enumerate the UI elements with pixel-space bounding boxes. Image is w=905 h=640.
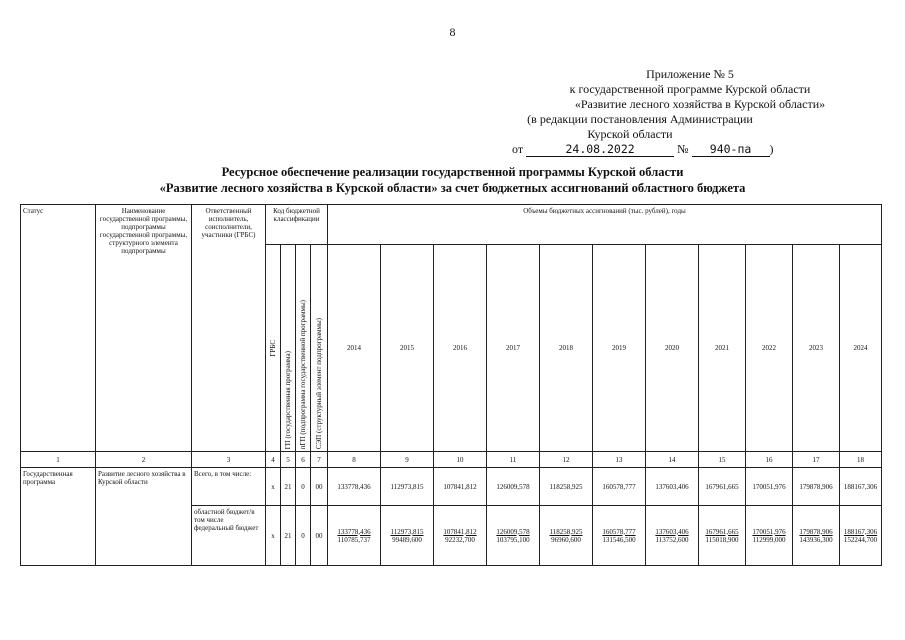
row-value-pair — [381, 506, 434, 566]
header-pgp — [296, 245, 311, 452]
row-value-pair — [840, 506, 882, 566]
header-year: 2017 — [487, 245, 540, 452]
column-number: 15 — [699, 452, 746, 468]
value-top: 137603,406 — [655, 527, 689, 536]
header-gp — [281, 245, 296, 452]
appendix-line-3: «Развитие лесного хозяйства в Курской области» — [574, 97, 826, 111]
table-row — [21, 468, 882, 506]
header-year: 2018 — [540, 245, 593, 452]
header-grbs-text: ГРБС — [269, 339, 277, 357]
value-top: 133778,436 — [337, 527, 371, 536]
column-number: 2 — [96, 452, 192, 468]
row-value-pair — [328, 506, 381, 566]
number-label: № — [677, 142, 689, 156]
row-value-pair — [746, 506, 793, 566]
row-name: Развитие лесного хозяйства в Курской области — [96, 468, 192, 566]
row-value: 188167,306 — [840, 468, 882, 506]
header-se — [311, 245, 328, 452]
row-gp: 21 — [281, 506, 296, 566]
value-bottom: 99489,600 — [392, 535, 422, 544]
header-year: 2023 — [793, 245, 840, 452]
row-value: 137603,406 — [646, 468, 699, 506]
row-value: 167961,665 — [699, 468, 746, 506]
row-value-pair — [699, 506, 746, 566]
column-number: 1 — [21, 452, 96, 468]
row-value: 170051,976 — [746, 468, 793, 506]
row-value-pair — [593, 506, 646, 566]
column-number: 3 — [192, 452, 266, 468]
header-grbs — [266, 245, 281, 452]
header-year: 2024 — [840, 245, 882, 452]
value-top: 118258,925 — [549, 527, 583, 536]
value-bottom: 115018,900 — [705, 535, 739, 544]
column-number: 13 — [593, 452, 646, 468]
value-top: 112973,815 — [390, 527, 424, 536]
appendix-line-1: Приложение № 5 — [646, 67, 734, 81]
resource-table — [20, 204, 882, 566]
row-responsible: Всего, в том числе: — [192, 468, 266, 506]
value-bottom: 103795,100 — [496, 535, 530, 544]
row-value: 126009,578 — [487, 468, 540, 506]
header-year: 2019 — [593, 245, 646, 452]
value-top: 107841,812 — [443, 527, 477, 536]
header-se-text: СЭП (структурный элемент подпрограммы) — [315, 317, 323, 449]
title-line-2: «Развитие лесного хозяйства в Курской области» за счет бюджетных ассигнований областного бюджета — [159, 181, 746, 195]
column-number: 14 — [646, 452, 699, 468]
row-value: 112973,815 — [381, 468, 434, 506]
value-bottom: 131546,500 — [602, 535, 636, 544]
row-se: 00 — [311, 468, 328, 506]
header-year: 2015 — [381, 245, 434, 452]
value-bottom: 143936,300 — [799, 535, 833, 544]
column-number: 17 — [793, 452, 840, 468]
value-top: 160578,777 — [602, 527, 636, 536]
column-number: 6 — [296, 452, 311, 468]
value-bottom: 96960,600 — [551, 535, 581, 544]
row-value: 118258,925 — [540, 468, 593, 506]
header-gp-text: ГП (государственная программа) — [284, 350, 292, 449]
row-value: 160578,777 — [593, 468, 646, 506]
row-value-pair — [487, 506, 540, 566]
header-name: Наименование государственной программы, подпрограммы государственной программы, структурного элемента подпрограммы — [96, 205, 192, 452]
column-number: 9 — [381, 452, 434, 468]
appendix-date: 24.08.2022 — [526, 143, 674, 157]
appendix-line-4: (в редакции постановления Администрации — [527, 112, 753, 126]
header-status: Статус — [21, 205, 96, 452]
column-number: 7 — [311, 452, 328, 468]
column-number: 18 — [840, 452, 882, 468]
row-se: 00 — [311, 506, 328, 566]
header-year: 2016 — [434, 245, 487, 452]
row-responsible: областной бюджет/в том числе федеральный бюджет — [192, 506, 266, 566]
value-top: 167961,665 — [705, 527, 739, 536]
appendix-number: 940-па — [692, 143, 770, 157]
page-number: 8 — [449, 25, 456, 39]
header-year: 2022 — [746, 245, 793, 452]
header-responsible: Ответственный исполнитель, соисполнители, участники (ГРБС) — [192, 205, 266, 452]
header-budget-code: Код бюджетной классификации — [266, 205, 328, 245]
value-top: 170051,976 — [752, 527, 786, 536]
header-year: 2014 — [328, 245, 381, 452]
appendix-line-2: к государственной программе Курской области — [569, 82, 811, 96]
header-year: 2020 — [646, 245, 699, 452]
row-grbs: х — [266, 506, 281, 566]
value-bottom: 112999,000 — [752, 535, 786, 544]
column-number: 8 — [328, 452, 381, 468]
column-number: 11 — [487, 452, 540, 468]
row-value: 107841,812 — [434, 468, 487, 506]
value-bottom: 92232,700 — [445, 535, 475, 544]
header-volumes: Объемы бюджетных ассигнований (тыс. рублей), годы — [328, 205, 882, 245]
from-label: от — [512, 142, 524, 156]
row-value-pair — [646, 506, 699, 566]
row-pgp: 0 — [296, 506, 311, 566]
row-gp: 21 — [281, 468, 296, 506]
column-number: 16 — [746, 452, 793, 468]
appendix-line-5: Курской области — [587, 127, 673, 141]
value-top: 126009,578 — [496, 527, 530, 536]
title-line-1: Ресурсное обеспечение реализации государственной программы Курской области — [221, 165, 684, 179]
column-number: 12 — [540, 452, 593, 468]
appendix-date-line — [512, 142, 774, 157]
header-pgp-text: пГП (подпрограмма государственной программы) — [299, 299, 307, 449]
row-status: Государственная программа — [21, 468, 96, 566]
row-grbs: х — [266, 468, 281, 506]
value-top: 179878,906 — [799, 527, 833, 536]
row-pgp: 0 — [296, 468, 311, 506]
row-value: 179878,906 — [793, 468, 840, 506]
column-number: 5 — [281, 452, 296, 468]
value-bottom: 110785,737 — [337, 535, 371, 544]
row-value-pair — [793, 506, 840, 566]
header-year: 2021 — [699, 245, 746, 452]
row-value-pair — [540, 506, 593, 566]
close-paren: ) — [769, 142, 774, 156]
value-bottom: 113752,600 — [655, 535, 689, 544]
column-number: 4 — [266, 452, 281, 468]
row-value-pair — [434, 506, 487, 566]
value-top: 188167,306 — [843, 527, 878, 536]
column-number: 10 — [434, 452, 487, 468]
value-bottom: 152244,700 — [843, 535, 878, 544]
row-value: 133778,436 — [328, 468, 381, 506]
